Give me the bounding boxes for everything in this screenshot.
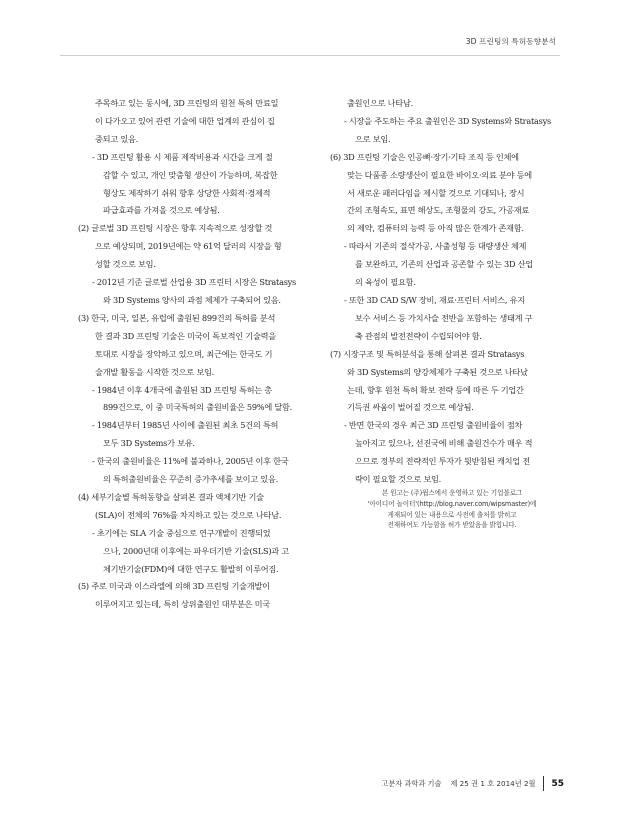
text-line: 파급효과를 가져올 것으로 예상됨. [103, 205, 220, 216]
text-line: 감할 수 있고, 개인 맞춤형 생산이 가능하며, 복잡한 [103, 169, 278, 180]
journal-name: 고분자 과학과 기술 [381, 778, 442, 788]
source-note-line: 전재하여도 가능함을 허가 받았음을 밝힙니다. [387, 521, 517, 530]
text-line: (SLA)이 전체의 76%를 차지하고 있는 것으로 나타남. [95, 509, 282, 520]
source-note [352, 488, 552, 531]
text-line: 출원인으로 나타남. [347, 98, 413, 108]
page-footer [381, 776, 564, 791]
text-line: 한 결과 3D 프린팅 기술은 미국이 독보적인 기술력을 [95, 330, 276, 341]
right-text-column [330, 95, 566, 489]
text-line: (2) 글로벌 3D 프린팅 시장은 향후 지속적으로 성장할 것 [78, 223, 273, 234]
text-line: 중되고 있음. [95, 133, 139, 144]
text-line: 으나, 2000년대 이후에는 파우더기반 기술(SLS)과 고 [103, 545, 289, 556]
text-line: 기득권 싸움이 벌어질 것으로 예상됨. [347, 402, 474, 413]
text-line: 축 관점의 발전전략이 수립되어야 함. [355, 330, 482, 341]
text-line: 맞는 다품종 소량생산이 필요한 바이오·의료 분야 등에 [347, 169, 532, 180]
footer-divider [543, 776, 544, 791]
text-line: - 시장을 주도하는 주요 출원인은 3D Systems와 Stratasys [344, 115, 551, 126]
text-line: 술개발 활동을 시작한 것으로 보임. [95, 366, 214, 377]
text-line: 를 보완하고, 기존의 산업과 공존할 수 있는 3D 산업 [355, 259, 533, 270]
text-line: 이루어지고 있는데, 특히 상위출원인 대부분은 미국 [95, 599, 270, 610]
text-line: 이 다가오고 있어 관련 기술에 대한 업계의 관심이 집 [95, 115, 275, 126]
text-line: - 3D 프린팅 활용 시 제품 제작비용과 시간을 크게 절 [92, 151, 273, 162]
text-line: 서 새로운 패러다임을 제시할 것으로 기대되나, 장시 [347, 187, 525, 198]
text-line: 으로 예상되며, 2019년에는 약 61억 달러의 시장을 형 [95, 241, 282, 252]
left-text-column [78, 95, 318, 614]
text-line: 략이 필요할 것으로 보임. [355, 474, 442, 485]
text-line: - 따라서 기존의 절삭가공, 사출성형 등 대량생산 체제 [344, 241, 527, 252]
text-line: 의 육성이 필요함. [355, 277, 416, 288]
text-line: - 1984년 이후 4개국에 출원된 3D 프린팅 특허는 총 [92, 384, 272, 395]
source-note-line: 본 원고는 (주)윕스에서 운영하고 있는 기업블로그 [381, 489, 523, 497]
text-line: 와 3D Systems의 양강체제가 구축된 것으로 나타났 [347, 366, 528, 377]
text-line: 으므로 정부의 전략적인 투자가 뒷받침된 캐치업 전 [355, 456, 530, 467]
text-line: (6) 3D 프린팅 기술은 인공뼈·장기·기타 조직 등 인체에 [330, 151, 519, 162]
text-line: 의 제약, 컴퓨터의 능력 등 아직 많은 한계가 존재함. [347, 223, 524, 234]
header-rule [60, 55, 560, 56]
source-note-line: 게재되어 있는 내용으로 사전에 출처를 밝히고 [387, 510, 517, 519]
text-line: (5) 주로 미국과 이스라엘에 의해 3D 프린팅 기술개발이 [78, 581, 270, 592]
text-line: (3) 한국, 미국, 일본, 유럽에 출원된 899건의 특허를 분석 [78, 312, 276, 323]
text-line: - 반면 한국의 경우 최근 3D 프린팅 출원비율이 점차 [344, 420, 523, 431]
text-line: - 1984년부터 1985년 사이에 출원된 최초 5건의 특허 [92, 420, 279, 431]
text-line: 와 3D Systems 양사의 과점 체제가 구축되어 있음. [103, 294, 281, 305]
text-line: 간의 조형속도, 표면 해상도, 조형물의 강도, 가공재료 [347, 205, 530, 216]
page-number: 55 [551, 778, 564, 789]
text-line: 는데, 향후 원천 특허 확보 전략 등에 따른 두 기업간 [347, 384, 524, 395]
text-line: 높아지고 있으나, 선진국에 비해 출원건수가 매우 적 [355, 438, 533, 449]
text-line: (4) 세부기술별 특허동향을 살펴본 결과 액체기반 기술 [78, 491, 264, 502]
text-line: 보수 서비스 등 가치사슬 전반을 포함하는 생태계 구 [355, 312, 533, 323]
text-line: 형상도 제작하기 쉬워 향후 상당한 사회적·경제적 [103, 187, 271, 198]
running-head-title: 3D 프린팅의 특허동향분석 [465, 37, 556, 46]
text-line: (7) 시장구조 및 특허분석을 통해 살펴본 결과 Stratasys [330, 348, 525, 359]
text-line: - 초기에는 SLA 기술 중심으로 연구개발이 진행되었 [92, 527, 271, 538]
text-line: 성할 것으로 보임. [95, 259, 156, 270]
text-line: 주목하고 있는 동시에, 3D 프린팅의 원천 특허 만료일 [95, 98, 279, 108]
source-note-line: '아이디어 놀이터'(http://blog.naver.com/wipsmaster)에 [367, 499, 537, 508]
text-line: 의 특허출원비율은 꾸준히 증가추세를 보이고 있음. [103, 474, 278, 485]
text-line: 토대로 시장을 장악하고 있으며, 최근에는 한국도 기 [95, 348, 273, 359]
text-line: - 또한 3D CAD S/W 장비, 재료·프린터 서비스, 유지 [344, 294, 525, 305]
text-line: 체기반기술(FDM)에 대한 연구도 활발히 이루어짐. [103, 563, 279, 574]
issue-info: 제 25 권 1 호 2014년 2월 [450, 778, 536, 788]
text-line: 으로 보임. [355, 133, 391, 144]
text-line: 899건으로, 이 중 미국특허의 출원비율은 59%에 달함. [103, 402, 293, 413]
text-line: - 한국의 출원비율은 11%에 불과하나, 2005년 이후 한국 [92, 456, 289, 467]
text-line: 모두 3D Systems가 보유. [103, 438, 195, 449]
text-line: - 2012년 기준 글로벌 산업용 3D 프린터 시장은 Stratasys [92, 277, 296, 288]
